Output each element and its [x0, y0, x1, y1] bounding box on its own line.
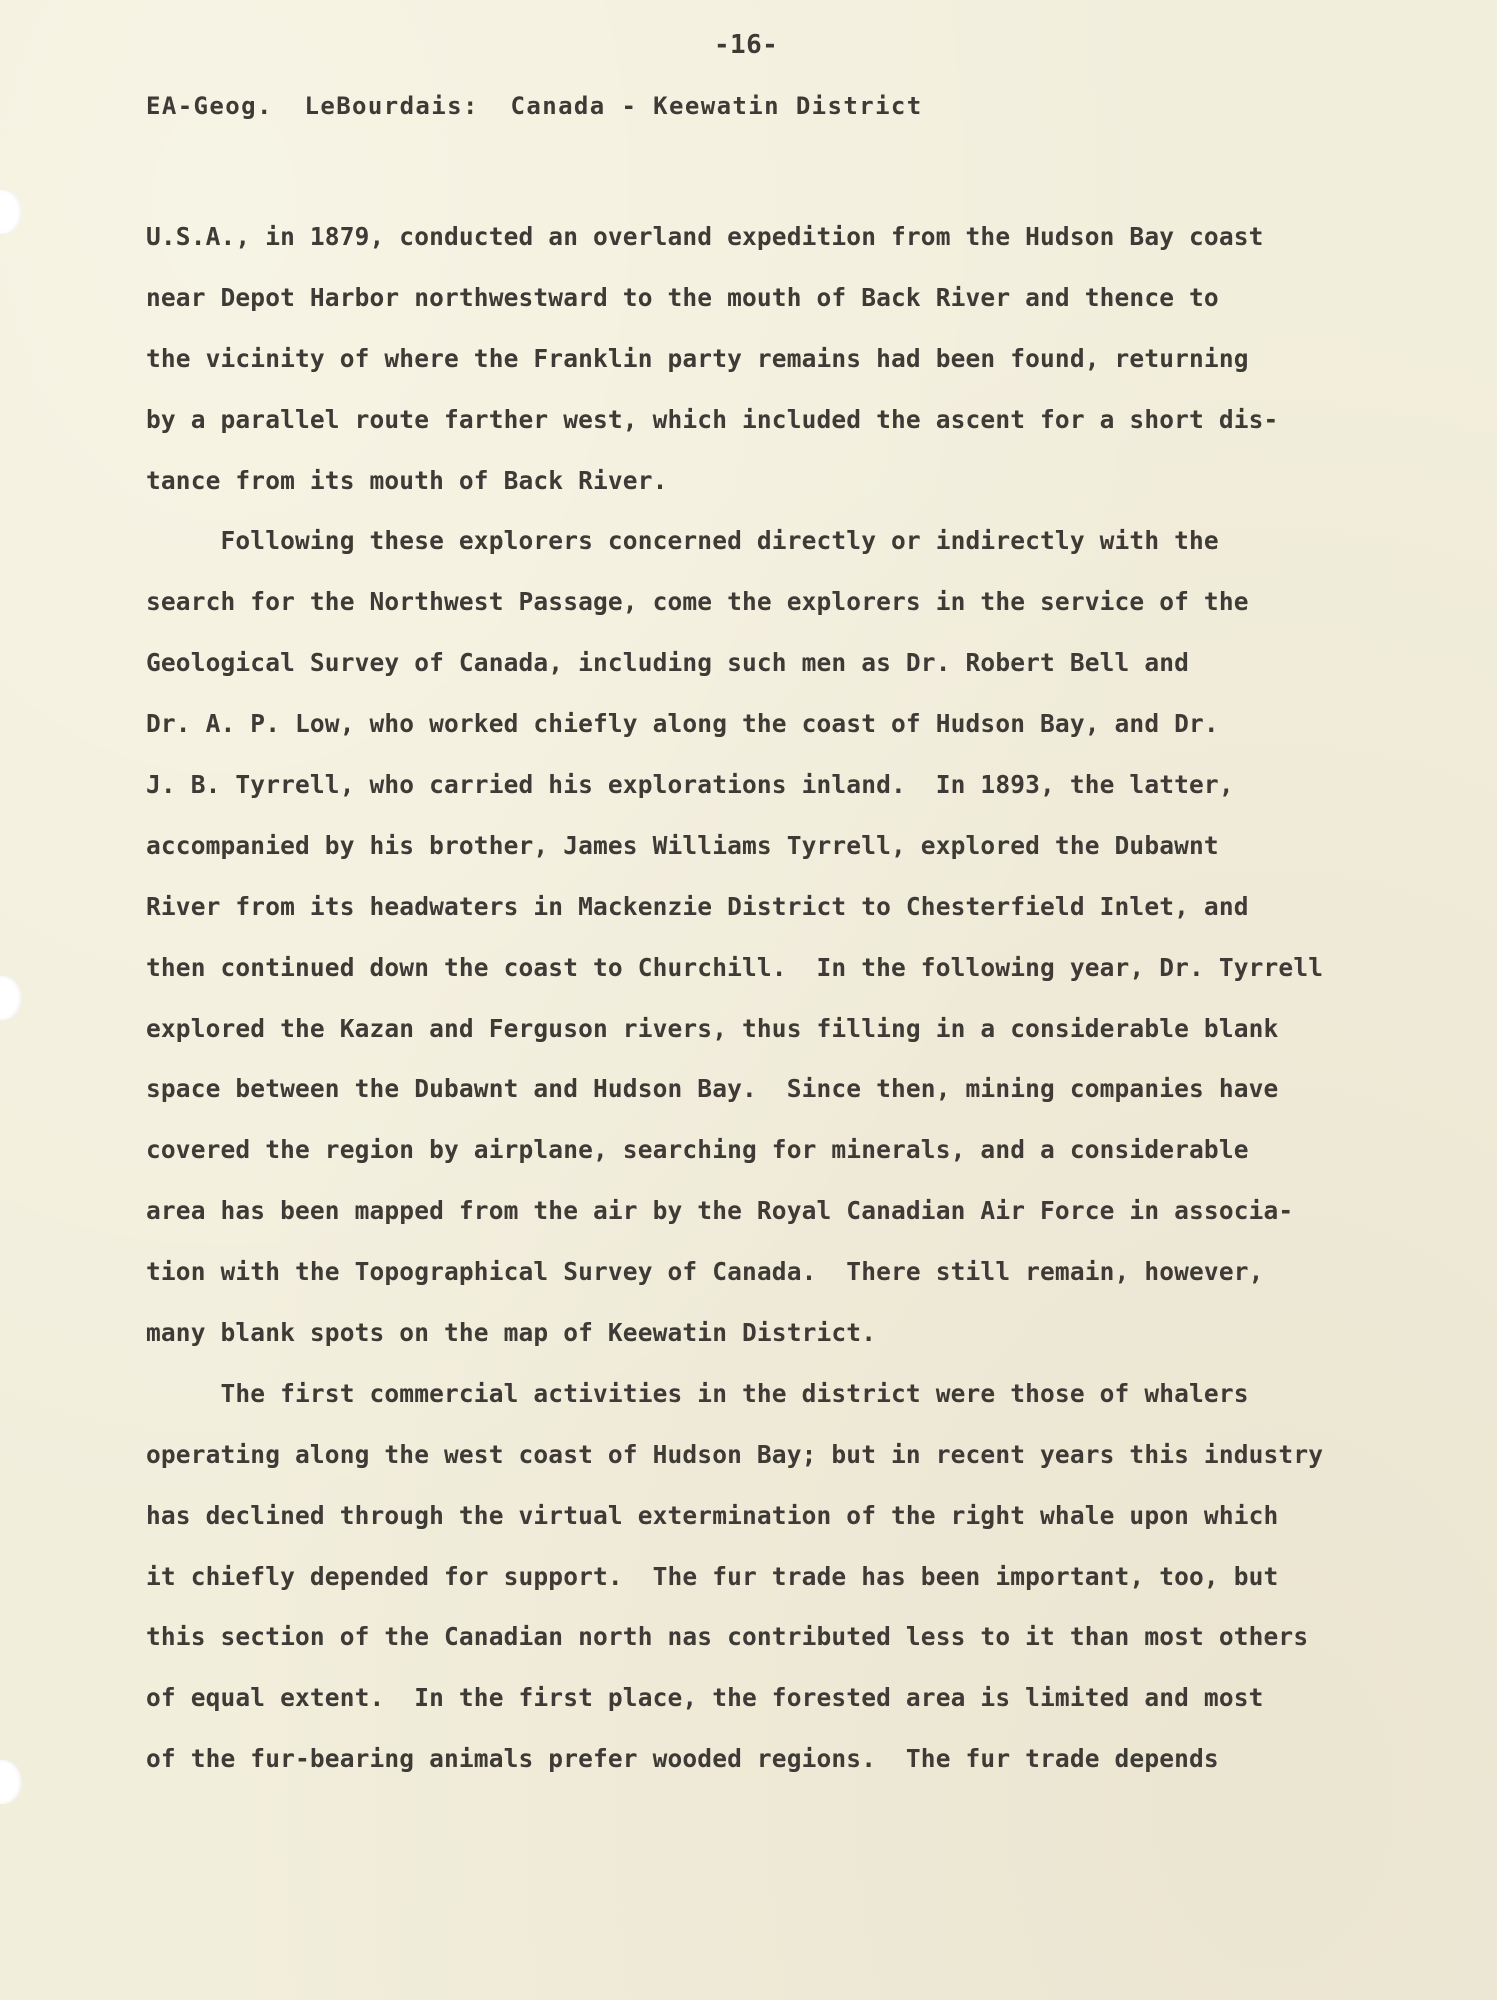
text-line: tion with the Topographical Survey of Canada. There still remain, however,: [146, 1257, 1264, 1287]
text-line: the vicinity of where the Franklin party remains had been found, returning: [146, 343, 1249, 373]
text-line: of the fur-bearing animals prefer wooded regions. The fur trade depends: [146, 1744, 1219, 1774]
text-line: many blank spots on the map of Keewatin District.: [146, 1318, 877, 1348]
text-line: accompanied by his brother, James Williams Tyrrell, explored the Dubawnt: [146, 830, 1219, 860]
punch-hole: [0, 190, 22, 234]
text-line: then continued down the coast to Churchill. In the following year, Dr. Tyrrell: [146, 952, 1324, 982]
text-line: operating along the west coast of Hudson Bay; but in recent years this industry: [146, 1439, 1324, 1469]
text-line: area has been mapped from the air by the Royal Canadian Air Force in associa-: [146, 1196, 1294, 1226]
text-line: near Depot Harbor northwestward to the mouth of Back River and thence to: [146, 282, 1219, 312]
punch-hole: [0, 1760, 22, 1804]
text-line: by a parallel route farther west, which included the ascent for a short dis-: [146, 404, 1279, 434]
text-line: River from its headwaters in Mackenzie District to Chesterfield Inlet, and: [146, 891, 1249, 921]
text-line: U.S.A., in 1879, conducted an overland expedition from the Hudson Bay coast: [146, 222, 1264, 251]
text-line: Following these explorers concerned directly or indirectly with the: [146, 526, 1219, 556]
text-line: J. B. Tyrrell, who carried his explorations inland. In 1893, the latter,: [146, 770, 1234, 800]
text-line: it chiefly depended for support. The fur trade has been important, too, but: [146, 1561, 1279, 1591]
text-line: The first commercial activities in the district were those of whalers: [146, 1378, 1249, 1408]
body-text: [146, 207, 1386, 1790]
text-line: Dr. A. P. Low, who worked chiefly along the coast of Hudson Bay, and Dr.: [146, 709, 1219, 739]
document-header: EA-Geog. LeBourdais: Canada - Keewatin District: [146, 92, 923, 120]
text-line: search for the Northwest Passage, come the explorers in the service of the: [146, 587, 1249, 617]
text-line: Geological Survey of Canada, including such men as Dr. Robert Bell and: [146, 648, 1190, 678]
text-line: covered the region by airplane, searching for minerals, and a considerable: [146, 1135, 1249, 1165]
page-number: -16-: [714, 30, 779, 60]
text-line: of equal extent. In the first place, the forested area is limited and most: [146, 1683, 1264, 1713]
punch-hole: [0, 976, 22, 1020]
text-line: this section of the Canadian north nas contributed less to it than most others: [146, 1622, 1309, 1652]
text-line: space between the Dubawnt and Hudson Bay. Since then, mining companies have: [146, 1074, 1279, 1104]
text-line: explored the Kazan and Ferguson rivers, thus filling in a considerable blank: [146, 1013, 1279, 1043]
text-line: tance from its mouth of Back River.: [146, 465, 668, 495]
text-line: has declined through the virtual extermination of the right whale upon which: [146, 1500, 1279, 1530]
